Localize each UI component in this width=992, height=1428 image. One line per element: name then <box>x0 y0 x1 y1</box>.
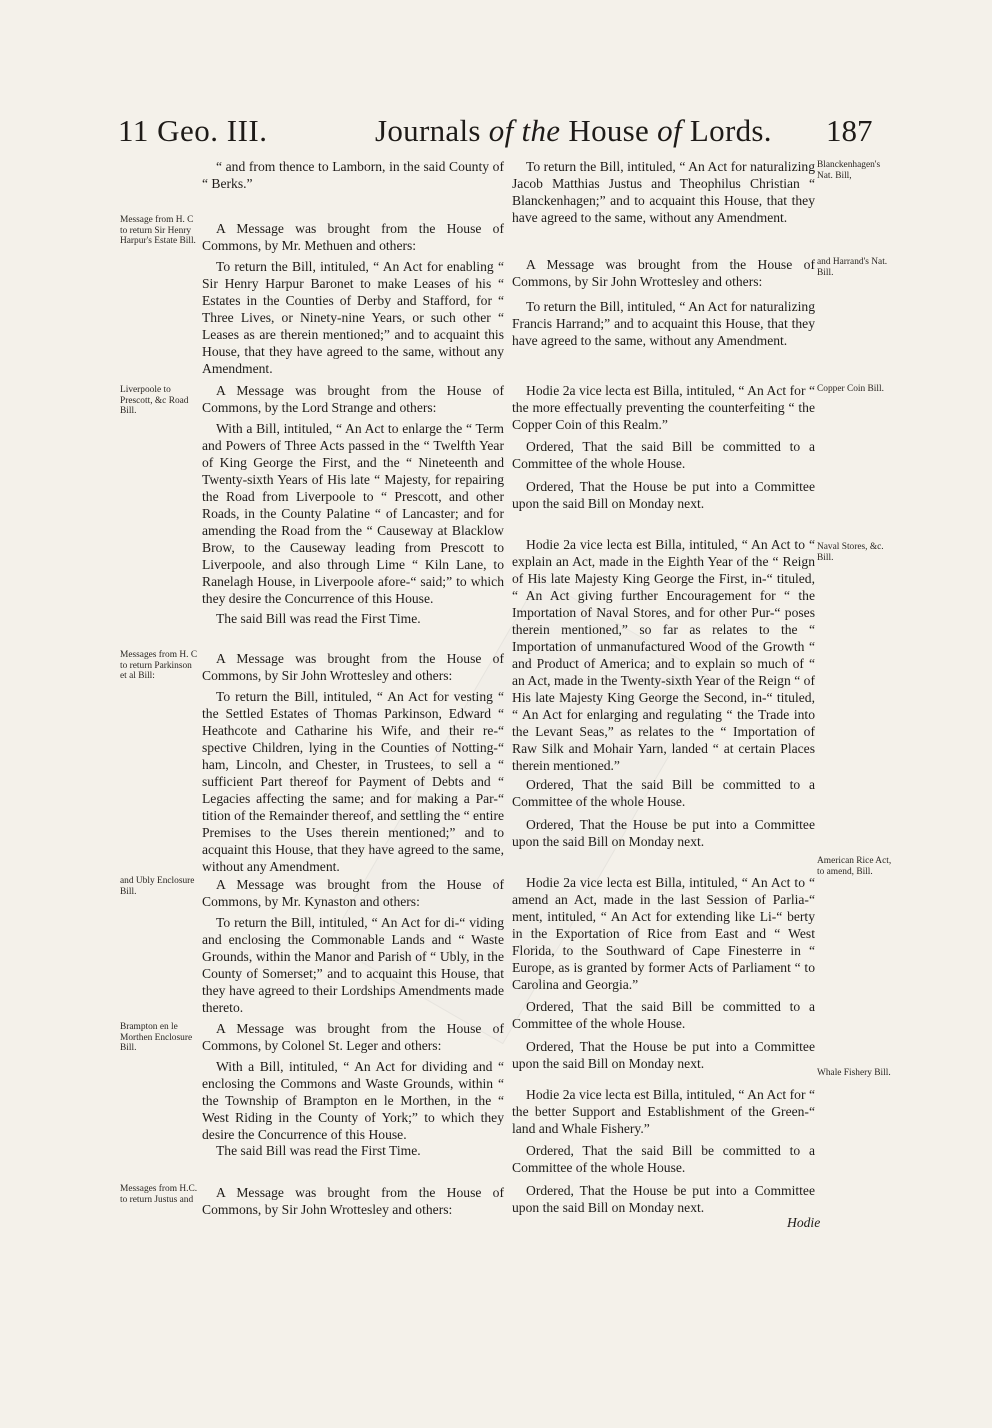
margin-note: Message from H. C to return Sir Henry Harpur's Estate Bill. <box>120 215 196 246</box>
margin-note: Liverpoole to Prescott, &c Road Bill. <box>120 385 189 416</box>
paragraph: To return the Bill, intituled, “ An Act for di-“ viding and enclosing the Commonable Lands and “ Waste Grounds, within the Manor and Parish of “ Ubly, in the County of Somerset;” and to acquaint this House, that they have agreed to their Lordships Amendments made thereto. <box>202 915 504 1015</box>
paragraph: To return the Bill, intituled, “ An Act for naturalizing Francis Harrand;” and to acquaint this House, that they have agreed to the same, without any Amendment. <box>512 299 815 348</box>
margin-note: and Ubly Enclosure Bill. <box>120 876 195 897</box>
paragraph: Hodie 2a vice lecta est Billa, intituled, “ An Act for “ the better Support and Establishment of the Green-“ land and Whale Fishery.” <box>512 1087 815 1136</box>
paragraph: With a Bill, intituled, “ An Act to enlarge the “ Term and Powers of Three Acts passed in the “ Twelfth Year of King George the First, and the “ Nineteenth and Twenty-sixth Years of His late “ Majesty, for repairing the Road from Liverpoole to “ Prescott, and other Roads, in the County Palatine “ of Lancaster; and for amending the Road from the “ Causeway at Blacklow Brow, to the Causeway leading from Prescott to Liverpoole, and also through Lime “ Kiln Lane, to Ranelagh House, in Liverpoole afore-“ said;” to which they desire the Concurrence of this House. <box>202 421 504 606</box>
paragraph: A Message was brought from the House of Commons, by the Lord Strange and others: <box>202 383 504 415</box>
paragraph: Ordered, That the House be put into a Committee upon the said Bill on Monday next. <box>512 479 815 511</box>
margin-note: Brampton en le Morthen Enclosure Bill. <box>120 1022 193 1053</box>
paragraph: The said Bill was read the First Time. <box>216 1143 421 1158</box>
margin-note: Naval Stores, &c. Bill. <box>817 542 884 563</box>
paragraph: A Message was brought from the House of Commons, by Sir John Wrottesley and others: <box>202 651 504 683</box>
catchword: Hodie <box>787 1215 821 1230</box>
paragraph: Ordered, That the House be put into a Committee upon the said Bill on Monday next. <box>512 817 815 849</box>
paragraph: Ordered, That the said Bill be committed to a Committee of the whole House. <box>512 439 815 471</box>
page-number: 187 <box>826 113 873 148</box>
margin-note: Copper Coin Bill. <box>817 384 884 394</box>
regnal-year: 11 Geo. III. <box>118 113 268 148</box>
paragraph: “ and from thence to Lamborn, in the said County of “ Berks.” <box>202 159 504 191</box>
paragraph: With a Bill, intituled, “ An Act for dividing and “ enclosing the Commons and Waste Grounds, within “ the Township of Brampton en le Morthen, in the “ West Riding in the County of York;” to which they desire the Concurrence of this House. <box>202 1059 504 1142</box>
paragraph: Ordered, That the House be put into a Committee upon the said Bill on Monday next. <box>512 1183 815 1215</box>
paragraph: A Message was brought from the House of Commons, by Colonel St. Leger and others: <box>202 1021 504 1053</box>
paragraph: Hodie 2a vice lecta est Billa, intituled, “ An Act to “ explain an Act, made in the Eighth Year of the “ Reign of His late Majesty King George the First, in-“ tituled, “ An Act giving further Encouragement for “ the Importation of Naval Stores, and for other Pur-“ poses therein mentioned,” so far as relates to the “ Importation of unmanufactured Wood of the Growth “ and Product of America; and to explain so much of “ an Act, made in the Twenty-sixth Year of the Reign “ of His late Majesty King George the Second, in-“ tituled, “ An Act for enlarging and regulating “ the Trade into the Levant Seas,” as relates to the “ Importation of Raw Silk and Mohair Yarn, landed “ at certain Places therein mentioned.” <box>512 537 815 773</box>
margin-note: American Rice Act, to amend, Bill. <box>817 856 892 877</box>
margin-note: and Harrand's Nat. Bill. <box>817 257 888 278</box>
margin-note: Whale Fishery Bill. <box>817 1068 891 1078</box>
paragraph: Hodie 2a vice lecta est Billa, intituled, “ An Act to “ amend an Act, made in the last Session of Parlia-“ ment, intituled, “ An Act for extending like Li-“ berty in the Exportation of Rice from East and “ West Florida, to the Southward of Cape Finesterre in “ Europe, as is granted by former Acts of Parliament “ to Carolina and Georgia.” <box>512 875 815 992</box>
page-title: Journals of the House of Lords. <box>375 113 772 148</box>
paragraph: A Message was brought from the House of Commons, by Mr. Kynaston and others: <box>202 877 504 909</box>
paragraph: Ordered, That the said Bill be committed to a Committee of the whole House. <box>512 999 815 1031</box>
paragraph: To return the Bill, intituled, “ An Act for vesting “ the Settled Estates of Thomas Parkinson, Edward “ Heathcote and Catharine his Wife, and their re-“ spective Children, lying in the Counties of Notting-“ ham, Lincoln, and Chester, in Trustees, to sell a “ sufficient Part thereof for Payment of Debts and “ Legacies affecting the same; and for making a Par-“ tition of the Remainder thereof, and settling the “ entire Premises to the Uses therein mentioned;” and to acquaint this House, that they have agreed to the same, without any Amendment. <box>202 689 504 874</box>
paragraph: To return the Bill, intituled, “ An Act for naturalizing Jacob Matthias Justus and Theophilus Christian “ Blanckenhagen;” and to acquaint this House, that they have agreed to the same, without any Amendment. <box>512 159 815 225</box>
paragraph: A Message was brought from the House of Commons, by Mr. Methuen and others: <box>202 221 504 253</box>
paragraph: A Message was brought from the House of Commons, by Sir John Wrottesley and others: <box>512 257 815 289</box>
margin-note: Messages from H. C to return Parkinson et al Bill: <box>120 650 198 681</box>
margin-note: Messages from H.C. to return Justus and <box>120 1184 198 1205</box>
paragraph: Ordered, That the House be put into a Committee upon the said Bill on Monday next. <box>512 1039 815 1071</box>
paragraph: Ordered, That the said Bill be committed to a Committee of the whole House. <box>512 1143 815 1175</box>
paragraph: A Message was brought from the House of Commons, by Sir John Wrottesley and others: <box>202 1185 504 1217</box>
paragraph: To return the Bill, intituled, “ An Act for enabling “ Sir Henry Harpur Baronet to make Leases of his “ Estates in the Counties of Derby and Stafford, for “ Three Lives, or Ninety-nine Years, or such other “ Leases as are therein mentioned;” and to acquaint this House, that they have agreed to the same, without any Amendment. <box>202 259 504 376</box>
margin-note: Blanckenhagen's Nat. Bill, <box>817 160 881 181</box>
paragraph: Ordered, That the said Bill be committed to a Committee of the whole House. <box>512 777 815 809</box>
paragraph: The said Bill was read the First Time. <box>216 611 421 626</box>
paragraph: Hodie 2a vice lecta est Billa, intituled, “ An Act for “ the more effectually preventing the counterfeiting “ the Copper Coin of this Realm.” <box>512 383 815 432</box>
